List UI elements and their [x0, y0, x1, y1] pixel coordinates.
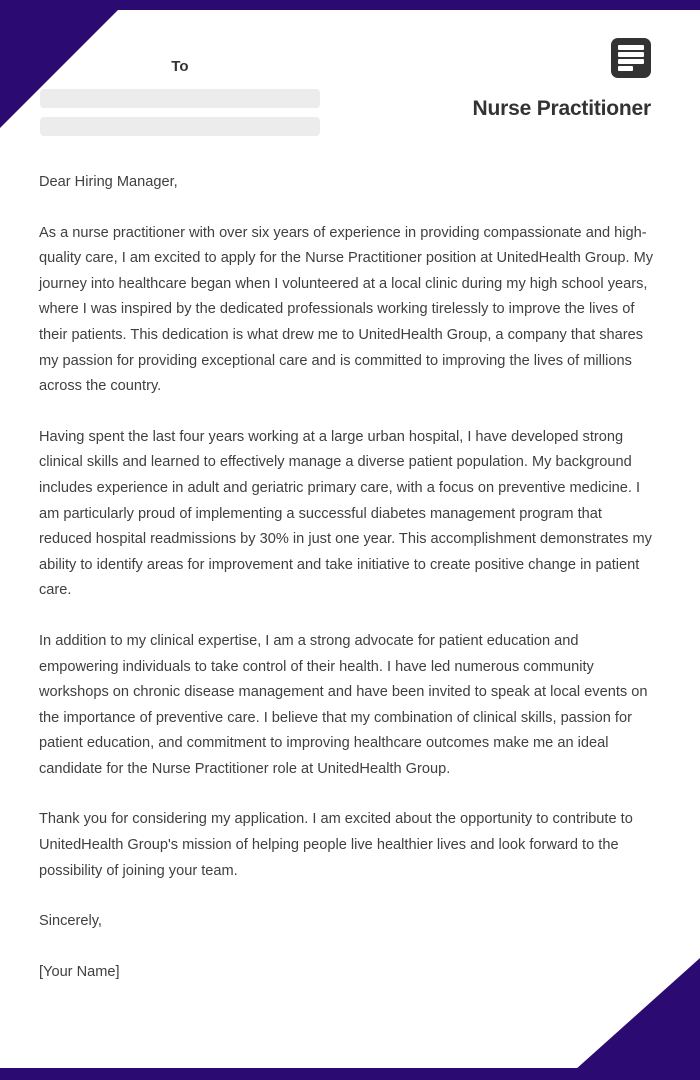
- document-lines-icon: [611, 38, 651, 78]
- bottom-right-corner-triangle: [575, 958, 700, 1070]
- recipient-block: [40, 58, 320, 145]
- letter-paragraph: In addition to my clinical expertise, I am a strong advocate for patient education and empowering individuals to take control of their health. I have led numerous community workshops on chronic disease management and have been invited to speak at local events on the importance of preventive care. I believe that my combination of clinical skills, passion for patient education, and commitment to improving healthcare outcomes make me an ideal candidate for the Nurse Practitioner role at UnitedHealth Group.: [39, 632, 648, 777]
- recipient-line-2-placeholder[interactable]: [40, 117, 320, 136]
- letter-body: [39, 170, 654, 1010]
- brand-block: [473, 38, 651, 121]
- job-title: Nurse Practitioner: [472, 97, 651, 120]
- recipient-line-1-placeholder[interactable]: [40, 89, 320, 108]
- to-label: To: [171, 58, 189, 75]
- closing: Sincerely,: [39, 913, 102, 930]
- signature: [Your Name]: [39, 963, 120, 980]
- letter-paragraph: As a nurse practitioner with over six years of experience in providing compassionate and high-quality care, I am excited to apply for the Nurse Practitioner position at UnitedHealth Group. My journey into healthcare began when I volunteered at a local clinic during my high school years, where I was inspired by the dedicated professionals working tirelessly to improve the lives of their patients. This dedication is what drew me to UnitedHealth Group, a company that shares my passion for providing exceptional care and is committed to improving the lives of millions across the country.: [39, 224, 654, 395]
- letter-paragraph: Having spent the last four years working at a large urban hospital, I have developed strong clinical skills and learned to effectively manage a diverse patient population. My background includes experience in adult and geriatric primary care, with a focus on preventive medicine. I am particularly proud of implementing a successful diabetes management program that reduced hospital readmissions by 30% in just one year. This accomplishment demonstrates my ability to identify areas for improvement and take initiative to create positive change in patient care.: [39, 428, 652, 599]
- bottom-accent-bar: [0, 1068, 700, 1080]
- salutation: Dear Hiring Manager,: [39, 174, 178, 190]
- letter-paragraph: Thank you for considering my application. I am excited about the opportunity to contribute to UnitedHealth Group's mission of helping people live healthier lives and look forward to the possibility of joining your team.: [39, 811, 633, 879]
- letter-header: [0, 0, 700, 150]
